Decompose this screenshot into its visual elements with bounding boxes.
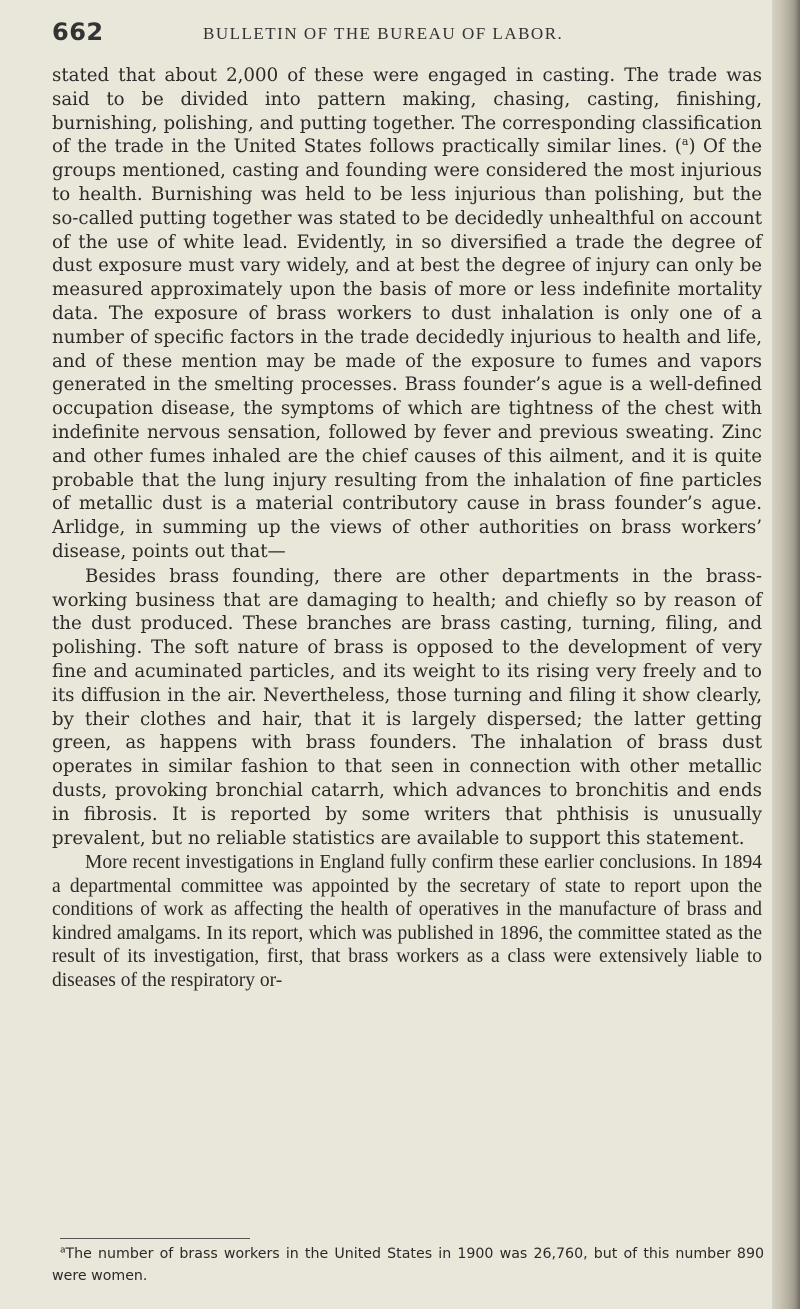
page-number: 662 [52,18,104,46]
footnote-text: The number of brass workers in the United States in 1900 was 26,760, but of this number 890 were women. [52,1246,764,1284]
page-header [0,18,760,48]
footnote-divider [60,1238,250,1239]
running-head: BULLETIN OF THE BUREAU OF LABOR. [203,24,564,43]
footnote-mark: a [60,1245,66,1256]
paragraph-3: More recent investigations in England fully confirm these earlier conclusions. In 1894 a departmental committee was appointed by the secretary of state to report upon the conditions of work as affecting the health of operatives in the manufacture of brass and kindred amalgams. In its report, which was published in 1896, the committee stated as the result of its investigation, first, that brass workers as a class were extensively liable to diseases of the respiratory or- [52,852,762,991]
page-edge-shadow [772,0,800,1309]
paragraph-2-quote: Besides brass founding, there are other departments in the brass-working business that are damaging to health; and chiefly so by reason of the dust produced. These branches are brass casting, turning, filing, and polishing. The soft nature of brass is opposed to the development of very fine and acuminated particles, and its weight to its rising very freely and to its diffusion in the air. Nevertheless, those turning and filing it show clearly, by their clothes and hair, that it is largely dispersed; the latter getting green, as happens with brass founders. The inhalation of brass dust operates in similar fashion to that seen in connection with other metallic dusts, provoking bronchial catarrh, which advances to bronchitis and ends in fibrosis. It is reported by some writers that phthisis is unusually prevalent, but no reliable statistics are available to support this statement. [52,565,762,849]
footnote [52,1243,764,1287]
paragraph-1-text-a: stated that about 2,000 of these were engaged in casting. The trade was said to be divided into pattern making, chasing, casting, finishing, burnishing, polishing, and putting together. The corresponding classification of the trade in the United States follows practically similar lines. ( [52,65,762,158]
paragraph-1-text-b: ) Of the groups mentioned, casting and founding were considered the most injurious to health. Burnishing was held to be less injurious than polishing, but the so-called putting together was stated to be decidedly unhealthful on account of the use of white lead. Evidently, in so diversified a trade the degree of dust exposure must vary widely, and at best the degree of injury can only be measured approximately upon the basis of more or less indefinite mortality data. The exposure of brass workers to dust inhalation is only one of a number of specific factors in the trade decidedly injurious to health and life, and of these mention may be made of the exposure to fumes and vapors generated in the smelting processes. Brass founder’s ague is a well-defined occupation disease, the symptoms of which are tightness of the chest with indefinite nervous sensation, followed by fever and previous sweating. Zinc and other fumes inhaled are the chief causes of this ailment, and it is quite probable that the lung injury resulting from the inhalation of fine particles of metallic dust is a material contributory cause in brass founder’s ague. Arlidge, in summing up the views of other authorities on brass workers’ disease, points out that— [52,136,763,562]
footnote-reference: a [681,135,689,149]
body-text [52,64,762,992]
paragraph-1 [52,64,762,564]
